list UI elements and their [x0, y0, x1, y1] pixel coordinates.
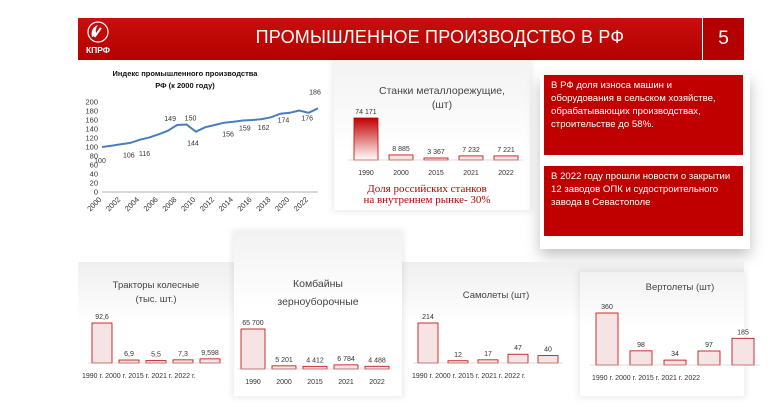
market-share-note — [342, 184, 512, 206]
aircraft-chart — [406, 262, 578, 396]
logo-text: КПРФ — [85, 45, 111, 55]
bar — [272, 366, 296, 369]
helicopters-bars — [590, 304, 760, 382]
line-y-tick-label: 120 — [85, 133, 98, 143]
bar — [200, 359, 220, 363]
bar — [459, 156, 483, 160]
combines-chart — [234, 232, 402, 396]
combines-title-1: Комбайны — [293, 278, 343, 290]
line-data-label: 162 — [257, 125, 270, 133]
bar — [303, 366, 327, 369]
line-x-tick-label: 2018 — [254, 195, 273, 214]
line-x-tick-label: 2002 — [104, 195, 123, 214]
tractors-title-2: (тыс. шт.) — [135, 294, 177, 305]
bar-value-label: 47 — [514, 345, 522, 353]
bar — [478, 360, 498, 363]
bar-value-label: 5 201 — [275, 356, 293, 364]
tractors-title-1: Тракторы колесные — [112, 280, 200, 291]
bar — [146, 361, 166, 363]
bar-value-label: 9,598 — [201, 349, 219, 357]
bar-category-labels: 1990 г. 2000 г. 2015 г. 2021 г. 2022 — [592, 375, 700, 382]
bar-value-label: 185 — [737, 329, 749, 337]
line-y-tick-label: 180 — [85, 106, 98, 116]
page-number: 5 — [703, 18, 744, 60]
bar-value-label: 65 700 — [242, 320, 264, 327]
line-x-tick-label: 2008 — [160, 195, 179, 214]
helicopters-title: Вертолеты (шт) — [645, 282, 715, 293]
bar — [664, 360, 686, 365]
bar-value-label: 98 — [637, 341, 645, 349]
line-y-tick-label: 60 — [89, 160, 98, 170]
bar-category-label: 2022 — [498, 170, 514, 177]
aircraft-title: Самолеты (шт) — [462, 290, 530, 301]
line-y-tick-label: 200 — [85, 97, 98, 107]
machine-tools-title-2: (шт) — [431, 99, 453, 111]
bar-value-label: 74 171 — [355, 109, 377, 116]
line-series — [102, 108, 318, 147]
bar — [732, 338, 754, 365]
bar-value-label: 7,3 — [178, 350, 188, 358]
bar — [119, 360, 139, 363]
machine-tools-bars — [349, 109, 524, 177]
line-y-tick-label: 40 — [89, 169, 98, 179]
line-x-tick-label: 2014 — [216, 195, 235, 214]
line-x-tick-label: 2016 — [235, 195, 254, 214]
bar-value-label: 360 — [601, 304, 613, 311]
note-line-2: на внутреннем рынке- 30% — [363, 194, 491, 206]
line-y-tick-label: 160 — [85, 115, 98, 125]
bar — [448, 361, 468, 363]
bar — [241, 329, 265, 369]
tractors-bars — [82, 314, 224, 380]
industrial-index-chart — [75, 64, 335, 234]
bar-category-labels: 1990 г. 2000 г. 2015 г. 2021 г. 2022 г. — [82, 373, 196, 380]
line-data-label: 176 — [301, 115, 314, 123]
combines-title-2: зерноуборочные — [277, 296, 359, 308]
page-title: ПРОМЫШЛЕННОЕ ПРОИЗВОДСТВО В РФ — [255, 27, 625, 47]
hammer-sickle-icon — [80, 18, 120, 58]
wear-info-box: В РФ доля износа машин и оборудования в сельском хозяйстве, обрабатывающих производствах, строительстве до 58%. — [544, 75, 743, 155]
line-data-label: 116 — [138, 150, 151, 158]
bar-value-label: 4 488 — [368, 357, 386, 365]
closures-info-box: В 2022 году прошли новости о закрытии 12 заводов ОПК и судостроительного завода в Севастополе — [544, 166, 743, 236]
bar — [354, 118, 378, 160]
bar-value-label: 7 221 — [497, 146, 515, 154]
bar-value-label: 92,6 — [95, 314, 109, 321]
line-chart-title-1: Индекс промышленного производства — [112, 69, 258, 78]
line-data-label: 144 — [187, 140, 199, 148]
line-chart-title-2: РФ (к 2000 году) — [155, 81, 215, 90]
line-x-tick-label: 2000 — [85, 195, 104, 214]
line-data-label: 100 — [94, 158, 106, 165]
bar — [538, 356, 558, 363]
bar — [92, 323, 112, 363]
bar-value-label: 34 — [671, 351, 679, 359]
bar — [508, 354, 528, 363]
bar-category-label: 2015 — [307, 379, 323, 386]
line-x-tick-label: 2006 — [141, 195, 160, 214]
bar — [334, 365, 358, 369]
bar-category-label: 1990 — [245, 379, 261, 386]
line-y-tick-label: 140 — [85, 124, 98, 134]
line-data-label: 174 — [277, 117, 290, 125]
bar-value-label: 4 412 — [306, 357, 324, 365]
bar — [389, 155, 413, 160]
line-data-label: 156 — [222, 131, 234, 139]
bar-value-label: 6,9 — [124, 351, 134, 359]
line-y-tick-label: 20 — [89, 178, 98, 188]
line-x-tick-label: 2020 — [273, 195, 292, 214]
line-data-label: 149 — [164, 115, 176, 123]
helicopters-chart — [580, 272, 749, 396]
line-x-tick-label: 2004 — [122, 195, 141, 214]
bar-value-label: 8 885 — [392, 145, 410, 153]
aircraft-bars — [412, 314, 563, 380]
line-data-label: 106 — [122, 152, 135, 160]
bar-value-label: 97 — [705, 341, 713, 349]
line-y-tick-label: 80 — [89, 151, 98, 161]
line-x-tick-label: 2022 — [291, 195, 311, 214]
kprf-logo — [80, 18, 120, 58]
bar-category-label: 2022 — [369, 379, 385, 386]
line-chart-axes — [85, 98, 318, 197]
bar — [698, 351, 720, 365]
line-data-label: 186 — [309, 89, 321, 97]
bar-category-label: 2021 — [463, 170, 479, 177]
bar — [630, 351, 652, 365]
bar-category-label: 2000 — [393, 170, 409, 177]
bar-value-label: 40 — [544, 346, 552, 354]
combines-bars — [238, 320, 393, 386]
line-data-label: 150 — [184, 115, 197, 123]
bar-value-label: 3 367 — [427, 149, 445, 156]
bar — [173, 360, 193, 363]
bar-category-label: 2015 — [428, 170, 444, 177]
bar-value-label: 6 784 — [337, 355, 355, 363]
bar-value-label: 12 — [454, 351, 462, 359]
machine-tools-chart — [334, 62, 530, 192]
bar-value-label: 17 — [484, 350, 492, 358]
bar-value-label: 5,5 — [151, 351, 161, 359]
bar-category-label: 2021 — [338, 379, 354, 386]
machine-tools-title-1: Станки металлорежущие, — [379, 85, 505, 97]
line-x-ticks — [85, 195, 310, 213]
tractors-chart — [78, 262, 238, 396]
note-line-1: Доля российских станков — [367, 183, 487, 195]
bar — [596, 313, 618, 365]
line-data-label: 159 — [239, 125, 251, 133]
bar — [494, 156, 518, 160]
line-y-tick-label: 0 — [93, 187, 98, 197]
bar-category-label: 1990 — [358, 170, 374, 177]
line-y-tick-label: 100 — [85, 142, 98, 152]
bar — [365, 366, 389, 369]
line-x-tick-label: 2010 — [179, 195, 198, 214]
bar-value-label: 214 — [422, 314, 434, 321]
bar — [418, 323, 438, 363]
bar-category-label: 2000 — [276, 379, 292, 386]
line-x-tick-label: 2012 — [197, 195, 217, 214]
bar-value-label: 7 232 — [462, 146, 480, 154]
bar-category-labels: 1990 г. 2000 г. 2015 г. 2021 г. 2022 г. — [412, 373, 526, 380]
